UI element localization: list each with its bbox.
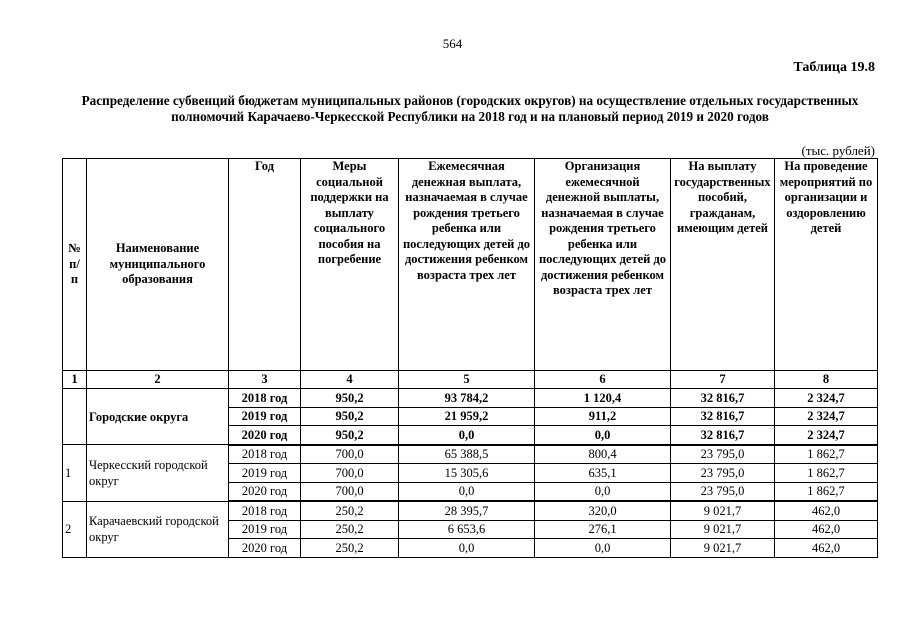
- value-cell: 23 795,0: [671, 482, 775, 501]
- value-cell: 1 120,4: [535, 389, 671, 408]
- municipality-name: Городские округа: [87, 389, 229, 445]
- column-number: 3: [229, 371, 301, 389]
- value-cell: 32 816,7: [671, 407, 775, 426]
- value-cell: 9 021,7: [671, 501, 775, 520]
- value-cell: 1 862,7: [775, 464, 878, 483]
- value-cell: 0,0: [399, 426, 535, 445]
- value-cell: 0,0: [535, 482, 671, 501]
- value-cell: 2 324,7: [775, 407, 878, 426]
- value-cell: 950,2: [301, 407, 399, 426]
- value-cell: 276,1: [535, 520, 671, 539]
- value-cell: 23 795,0: [671, 445, 775, 464]
- table-row: [63, 501, 878, 520]
- value-cell: 23 795,0: [671, 464, 775, 483]
- column-header-year: Год: [229, 159, 301, 371]
- header-row: [63, 159, 878, 371]
- value-cell: 250,2: [301, 501, 399, 520]
- column-number: 1: [63, 371, 87, 389]
- municipality-name: Черкесский городской округ: [87, 445, 229, 502]
- column-header-name: Наименование муниципального образования: [87, 159, 229, 371]
- table-label: Таблица 19.8: [793, 60, 875, 75]
- value-cell: 2 324,7: [775, 389, 878, 408]
- year-cell: 2019 год: [229, 464, 301, 483]
- column-number: 2: [87, 371, 229, 389]
- value-cell: 32 816,7: [671, 426, 775, 445]
- value-cell: 320,0: [535, 501, 671, 520]
- value-cell: 700,0: [301, 464, 399, 483]
- year-cell: 2018 год: [229, 445, 301, 464]
- table-row: [63, 389, 878, 408]
- column-number: 5: [399, 371, 535, 389]
- value-cell: 700,0: [301, 482, 399, 501]
- value-cell: 911,2: [535, 407, 671, 426]
- column-number: 7: [671, 371, 775, 389]
- value-cell: 21 959,2: [399, 407, 535, 426]
- year-cell: 2020 год: [229, 482, 301, 501]
- units-label: (тыс. рублей): [801, 143, 875, 158]
- value-cell: 800,4: [535, 445, 671, 464]
- value-cell: 700,0: [301, 445, 399, 464]
- value-cell: 93 784,2: [399, 389, 535, 408]
- value-cell: 28 395,7: [399, 501, 535, 520]
- year-cell: 2018 год: [229, 501, 301, 520]
- year-cell: 2019 год: [229, 407, 301, 426]
- subvention-table: [62, 158, 878, 558]
- value-cell: 32 816,7: [671, 389, 775, 408]
- value-cell: 0,0: [399, 539, 535, 558]
- value-cell: 462,0: [775, 539, 878, 558]
- page-number: 564: [442, 36, 463, 51]
- value-cell: 462,0: [775, 501, 878, 520]
- value-cell: 250,2: [301, 539, 399, 558]
- value-cell: 250,2: [301, 520, 399, 539]
- row-number: [63, 389, 87, 445]
- municipality-name: Карачаевский городской округ: [87, 501, 229, 557]
- column-header-child-recreation: На проведение мероприятий по организации и оздоровлению детей: [775, 159, 878, 371]
- value-cell: 635,1: [535, 464, 671, 483]
- row-number: 2: [63, 501, 87, 557]
- column-number: 6: [535, 371, 671, 389]
- column-header-number: № п/ п: [63, 159, 87, 371]
- value-cell: 6 653,6: [399, 520, 535, 539]
- table-row: [63, 445, 878, 464]
- value-cell: 0,0: [535, 539, 671, 558]
- year-cell: 2019 год: [229, 520, 301, 539]
- value-cell: 9 021,7: [671, 539, 775, 558]
- value-cell: 950,2: [301, 389, 399, 408]
- value-cell: 15 305,6: [399, 464, 535, 483]
- column-header-payment-organization: Организация ежемесячной денежной выплаты, назначаемая в случае рождения третьего ребенка или последующих детей до достижения ребенком возраста трех лет: [535, 159, 671, 371]
- value-cell: 0,0: [535, 426, 671, 445]
- value-cell: 65 388,5: [399, 445, 535, 464]
- value-cell: 2 324,7: [775, 426, 878, 445]
- column-number: 8: [775, 371, 878, 389]
- value-cell: 1 862,7: [775, 445, 878, 464]
- value-cell: 950,2: [301, 426, 399, 445]
- year-cell: 2018 год: [229, 389, 301, 408]
- column-header-monthly-payment: Ежемесячная денежная выплата, назначаемая в случае рождения третьего ребенка или последующих детей до достижения ребенком возраста трех лет: [399, 159, 535, 371]
- year-cell: 2020 год: [229, 426, 301, 445]
- column-header-child-benefits: На выплату государственных пособий, гражданам, имеющим детей: [671, 159, 775, 371]
- value-cell: 9 021,7: [671, 520, 775, 539]
- value-cell: 462,0: [775, 520, 878, 539]
- column-header-burial-allowance: Меры социальной поддержки на выплату социального пособия на погребение: [301, 159, 399, 371]
- column-number: 4: [301, 371, 399, 389]
- value-cell: 0,0: [399, 482, 535, 501]
- year-cell: 2020 год: [229, 539, 301, 558]
- column-numbers-row: [63, 371, 878, 389]
- value-cell: 1 862,7: [775, 482, 878, 501]
- document-title: Распределение субвенций бюджетам муниципальных районов (городских округов) на осуществление отдельных государственных полномочий Карачаево-Черкесской Республики на 2018 год и на плановый период 2019 и 2020 годов: [81, 93, 859, 124]
- row-number: 1: [63, 445, 87, 502]
